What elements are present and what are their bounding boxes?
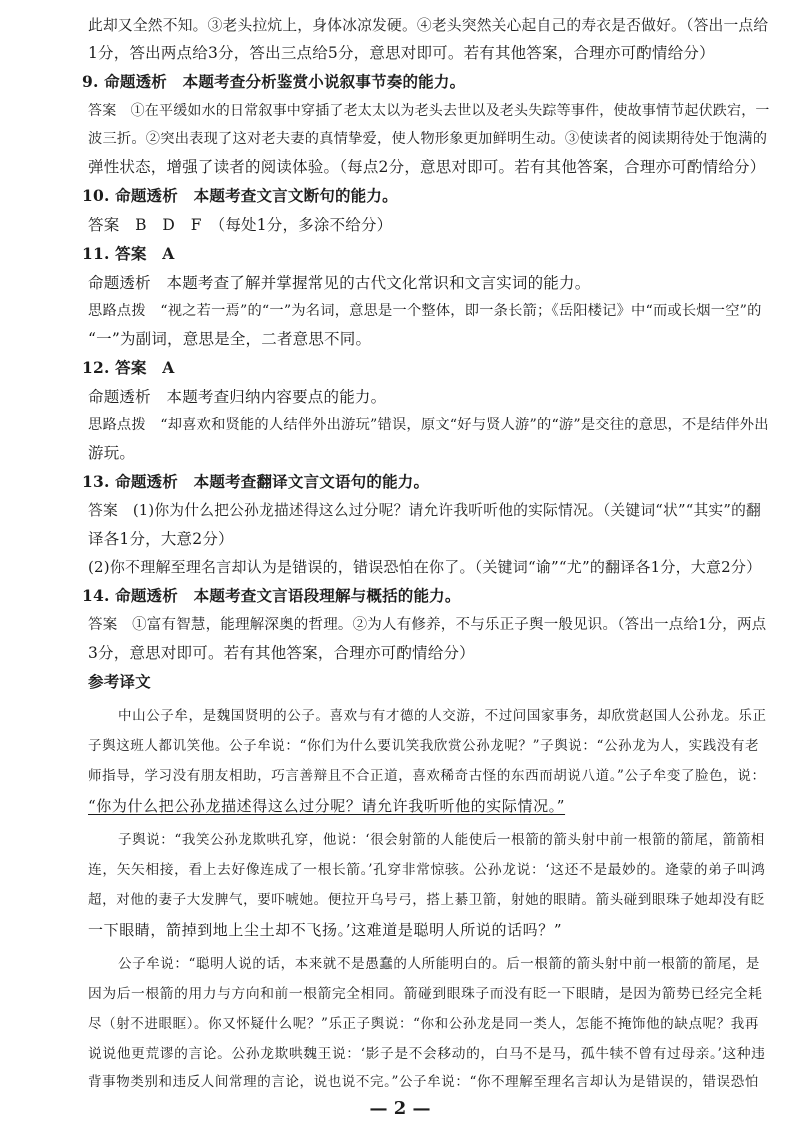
translation-line: 一下眼睛，箭掉到地上尘土却不飞扬。’这难道是聪明人所说的话吗？” — [88, 921, 563, 939]
translation-line: 中山公子牟，是魏国贤明的公子。喜欢与有才德的人交游，不过问国家事务，却欣赏赵国人公孙龙。乐正 — [118, 708, 767, 724]
question-heading: 12. 答案 A — [82, 358, 175, 377]
text-line: 命题透析 本题考查归纳内容要点的能力。 — [88, 388, 387, 406]
translation-line: 公子牟说：“聪明人说的话，本来就不是愚蠢的人所能明白的。后一根箭的箭头射中前一根箭的箭尾，是 — [118, 956, 760, 972]
translation-line: 子舆这班人都讥笑他。公子牟说：“你们为什么要讥笑我欣赏公孙龙呢？”子舆说：“公孙龙为人，实践没有老 — [88, 738, 760, 754]
translation-line: 超，对他的妻子大发脾气，要吓唬她。便拉开乌号弓，搭上綦卫箭，射她的眼睛。箭头碰到眼珠子她却没有眨 — [88, 892, 765, 908]
question-heading: 14. 命题透析 本题考查文言语段理解与概括的能力。 — [82, 586, 461, 605]
text-line: 思路点拨 “却喜欢和贤能的人结伴外出游玩”错误，原文“好与贤人游”的“游”是交往的意思，不是结伴外出 — [88, 417, 769, 433]
question-heading: 11. 答案 A — [82, 244, 175, 263]
translation-line: 背事物类别和违反人间常理的言论，说也说不完。”公子牟说：“你不理解至理名言却认为是错误的，错误恐怕 — [88, 1074, 759, 1090]
text-line: “一”为副词，意思是全，二者意思不同。 — [88, 330, 372, 348]
text-line: 译各1分，大意2分） — [88, 530, 234, 548]
section-heading: 参考译文 — [88, 672, 151, 691]
text-line: (2)你不理解至理名言却认为是错误的，错误恐怕在你了。（关键词“谕”“尤”的翻译各1分，大意2分） — [88, 558, 762, 576]
text-line: 思路点拨 “视之若一焉”的“一”为名词，意思是一个整体，即一条长箭；《岳阳楼记》中“而或长烟一空”的 — [88, 303, 762, 319]
translation-line: 尽（射不进眼眶）。你又怀疑什么呢？”乐正子舆说：“你和公孙龙是同一类人，怎能不掩饰他的缺点呢？我再 — [88, 1016, 759, 1032]
text-line: 命题透析 本题考查了解并掌握常见的古代文化常识和文言实词的能力。 — [88, 274, 591, 292]
translation-line: 说说他更荒谬的言论。公孙龙欺哄魏王说：‘影子是不会移动的，白马不是马，孤牛犊不曾有过母亲。’这种违 — [88, 1046, 766, 1062]
question-heading: 13. 命题透析 本题考查翻译文言文语句的能力。 — [82, 472, 430, 491]
translation-line: 因为后一根箭的用力与方向和前一根箭完全相同。箭碰到眼珠子而没有眨一下眼睛，是因为箭势已经完全耗 — [88, 986, 763, 1002]
text-line: 3分，意思对即可。若有其他答案，合理亦可酌情给分） — [88, 644, 475, 662]
text-line: 波三折。②突出表现了这对老夫妻的真情挚爱，使人物形象更加鲜明生动。③使读者的阅读期待处于饱满的 — [88, 131, 768, 147]
text-line: 答案 B D F （每处1分，多涂不给分） — [88, 216, 393, 234]
text-line: 答案 ①富有智慧，能理解深奥的哲理。②为人有修养，不与乐正子舆一般见识。（答出一点给1分，两点 — [88, 617, 767, 633]
translation-line-underlined: “你为什么把公孙龙描述得这么过分呢？请允许我听听他的实际情况。” — [88, 797, 566, 815]
question-heading: 10. 命题透析 本题考查文言文断句的能力。 — [82, 186, 398, 205]
question-heading: 9. 命题透析 本题考查分析鉴赏小说叙事节奏的能力。 — [82, 72, 466, 91]
translation-line: 连，矢矢相接，看上去好像连成了一根长箭。’孔穿非常惊骇。公孙龙说：‘这还不是最妙的。逄蒙的弟子叫鸿 — [88, 862, 766, 878]
translation-line: 子舆说：“我笑公孙龙欺哄孔穿，他说：‘很会射箭的人能使后一根箭的箭头射中前一根箭的箭尾，箭箭相 — [118, 832, 765, 848]
text-line: 游玩。 — [88, 444, 136, 462]
translation-line: 师指导，学习没有朋友相助，巧言善辩且不合正道，喜欢稀奇古怪的东西而胡说八道。”公子牟变了脸色，说： — [88, 768, 766, 784]
text-line: 1分，答出两点给3分，答出三点给5分，意思对即可。若有其他答案，合理亦可酌情给分） — [88, 44, 715, 62]
text-line: 答案 ①在平缓如水的日常叙事中穿插了老太太以为老头去世以及老头失踪等事件，使故事情节起伏跌宕，一 — [88, 103, 770, 119]
text-line: 此却又全然不知。③老头拉炕上，身体冰凉发硬。④老头突然关心起自己的寿衣是否做好。（答出一点给 — [88, 17, 769, 34]
text-line: 答案 (1)你为什么把公孙龙描述得这么过分呢？请允许我听听他的实际情况。（关键词“状”“其实”的翻 — [88, 502, 761, 519]
page-number: — 2 — — [369, 1098, 431, 1119]
text-line: 弹性状态，增强了读者的阅读体验。（每点2分，意思对即可。若有其他答案，合理亦可酌情给分） — [88, 158, 766, 176]
